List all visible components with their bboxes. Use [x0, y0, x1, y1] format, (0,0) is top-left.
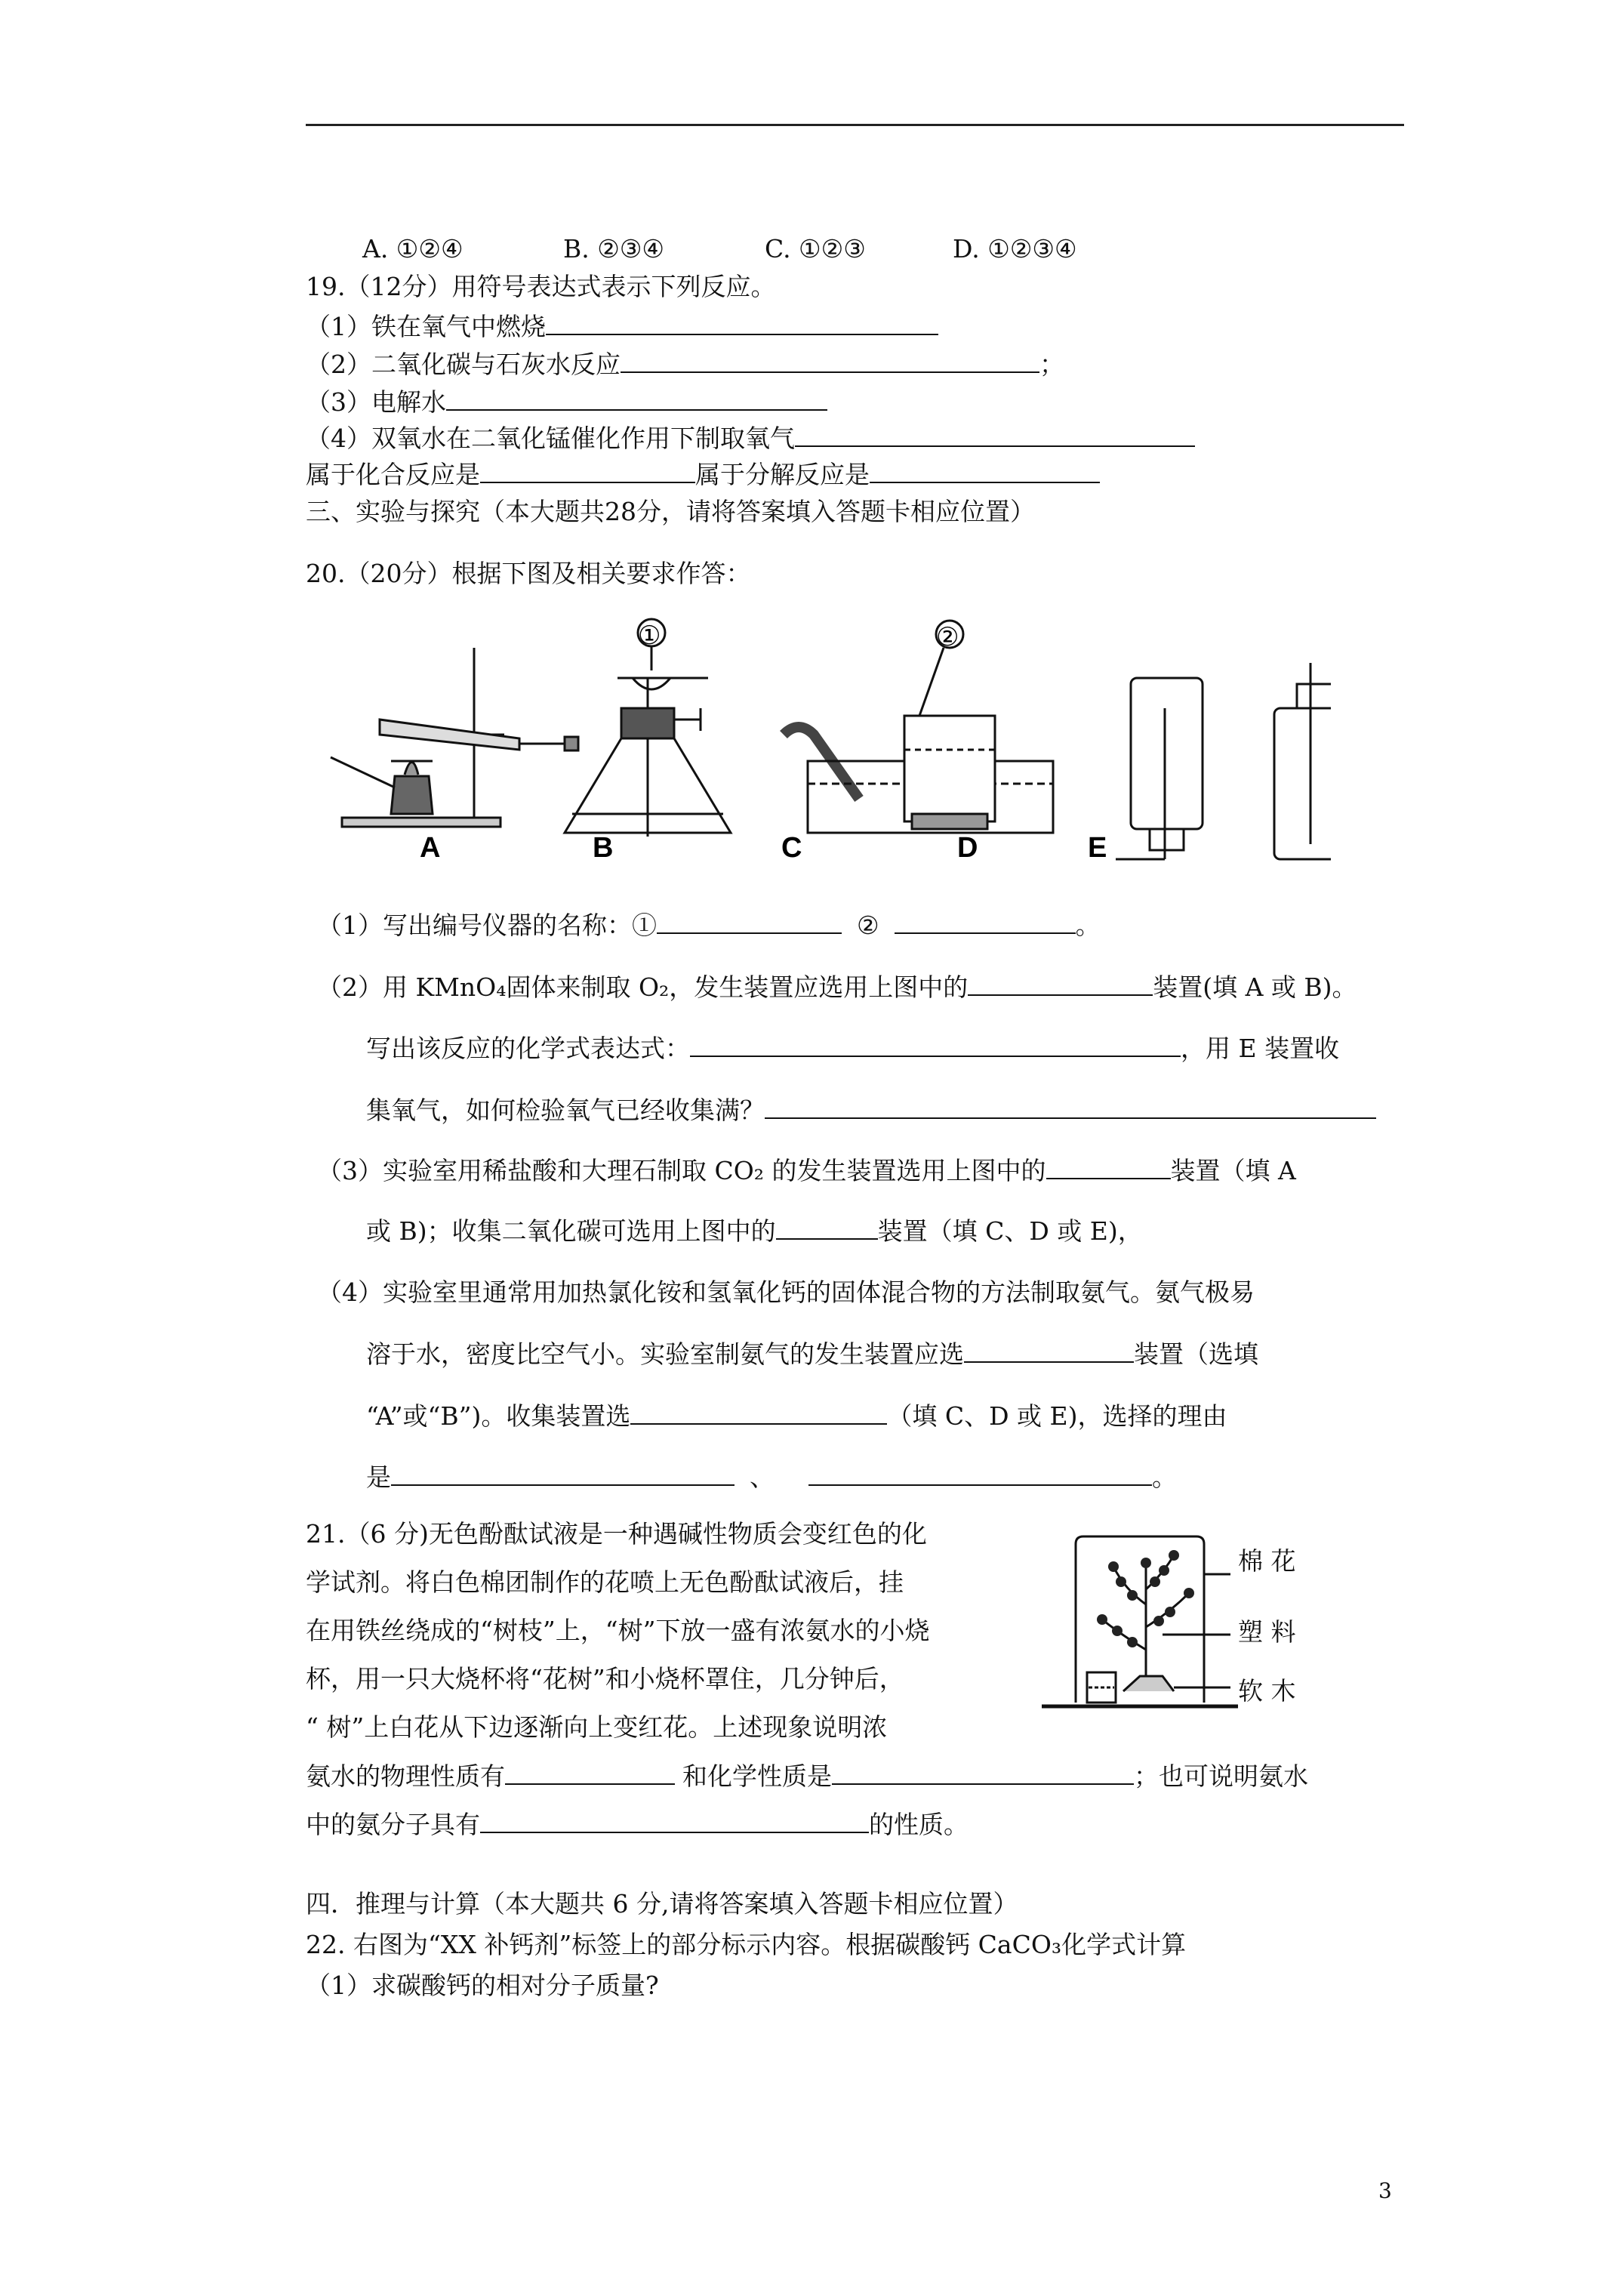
section-4-heading: 四．推理与计算（本大题共 6 分,请将答案填入答题卡相应位置）	[306, 1889, 1018, 1918]
q21-line2: 学试剂。将白色棉团制作的花喷上无色酚酞试液后，挂	[306, 1567, 904, 1597]
q21-line1: 21.（6 分)无色酚酞试液是一种遇碱性物质会变红色的化	[306, 1519, 927, 1549]
q20-part4-line3: “A”或“B”)。收集装置选 （填 C、D 或 E)，选择的理由	[366, 1401, 1227, 1431]
q20-part2-line1: （2）用 KMnO₄固体来制取 O₂，发生装置应选用上图中的 装置(填 A 或 B)。	[317, 972, 1357, 1002]
label-cork: 软 木	[1238, 1676, 1296, 1706]
q21-line3: 在用铁丝绕成的“树枝”上，“树”下放一盛有浓氨水的小烧	[306, 1616, 930, 1645]
q20-part2-line2: 写出该反应的化学式表达式： ，用 E 装置收	[366, 1034, 1340, 1063]
q19-classify: 属于化合反应是 属于分解反应是	[306, 459, 1100, 490]
q20-part2-line3: 集氧气，如何检验氧气已经收集满？	[366, 1095, 1376, 1126]
label-c: C	[781, 832, 802, 864]
q19-part3: （3）电解水	[306, 387, 827, 418]
label-d: D	[957, 832, 978, 864]
label-1: ①	[638, 621, 661, 650]
q20-part3-line2: 或 B)；收集二氧化碳可选用上图中的 装置（填 C、D 或 E)，	[366, 1216, 1143, 1246]
label-2: ②	[936, 623, 959, 652]
q20-stem: 20.（20分）根据下图及相关要求作答：	[306, 559, 751, 588]
option-c: C. ①②③	[765, 234, 866, 264]
apparatus-b	[565, 619, 731, 837]
option-a: A. ①②④	[362, 234, 463, 264]
q19-stem: 19.（12分）用符号表达式表示下列反应。	[306, 272, 776, 301]
q20-part3-line1: （3）实验室用稀盐酸和大理石制取 CO₂ 的发生装置选用上图中的 装置（填 A	[317, 1156, 1296, 1185]
label-plastic: 塑 料	[1238, 1617, 1296, 1647]
label-cotton: 棉 花	[1238, 1546, 1296, 1576]
lab-apparatus-figure	[316, 587, 1331, 886]
label-e: E	[1088, 832, 1107, 864]
option-d: D. ①②③④	[953, 234, 1077, 264]
q21-line5: “ 树”上白花从下边逐渐向上变红花。上述现象说明浓	[306, 1712, 888, 1742]
q21-line4: 杯，用一只大烧杯将“花树”和小烧杯罩住，几分钟后，	[306, 1664, 904, 1693]
q22-part1: （1）求碳酸钙的相对分子质量?	[306, 1971, 659, 2000]
q20-part4-line2: 溶于水，密度比空气小。实验室制氨气的发生装置应选 装置（选填	[366, 1339, 1258, 1369]
q20-part1: （1）写出编号仪器的名称：① ② 。	[317, 911, 1101, 940]
q20-part4-line1: （4）实验室里通常用加热氯化铵和氢氧化钙的固体混合物的方法制取氨气。氨气极易	[317, 1277, 1255, 1307]
label-a: A	[420, 832, 441, 864]
apparatus-e	[1274, 663, 1331, 859]
cork-base	[1123, 1676, 1174, 1691]
q19-part2: （2）二氧化碳与石灰水反应 ；	[306, 350, 1064, 379]
page-number: 3	[1378, 2178, 1392, 2203]
q19-part1: （1）铁在氧气中燃烧	[306, 311, 938, 342]
apparatus-a	[331, 648, 578, 827]
option-b: B. ②③④	[563, 234, 664, 264]
apparatus-c	[784, 621, 1053, 833]
section-3-heading: 三、实验与探究（本大题共28分，请将答案填入答题卡相应位置）	[306, 497, 1035, 526]
q19-part4: （4）双氧水在二氧化锰催化作用下制取氧气	[306, 423, 1195, 454]
label-b: B	[593, 832, 614, 864]
q21-line6: 氨水的物理性质有 和化学性质是 ；也可说明氨水	[306, 1761, 1308, 1791]
q22-stem: 22. 右图为“XX 补钙剂”标签上的部分标示内容。根据碳酸钙 CaCO₃化学式计算	[306, 1930, 1187, 1959]
q21-line7: 中的氨分子具有 的性质。	[306, 1810, 969, 1839]
header-rule	[306, 124, 1404, 126]
q20-part4-line4: 是 、 。	[366, 1462, 1177, 1492]
apparatus-d	[1116, 678, 1203, 859]
